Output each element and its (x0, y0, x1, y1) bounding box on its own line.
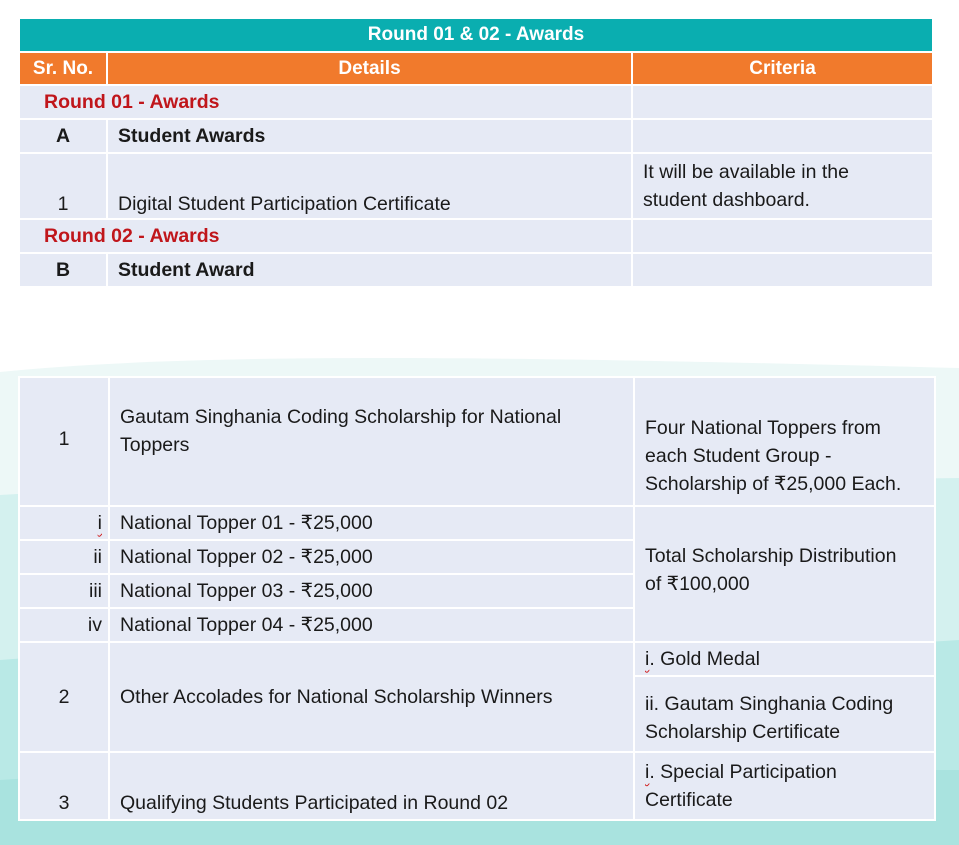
sr-cell (19, 506, 109, 540)
table-row (19, 219, 933, 253)
details-cell: Qualifying Students Participated in Round 02 (109, 752, 634, 820)
details-cell: Digital Student Participation Certificate (107, 153, 632, 219)
table-header-row (19, 52, 933, 85)
details-cell: Student Award (107, 253, 632, 287)
sr-cell: 1 (19, 377, 109, 506)
table-row (19, 153, 933, 219)
criteria-line (645, 758, 934, 786)
criteria-text: . Special Participation (649, 761, 837, 783)
sr-cell: iii (19, 574, 109, 608)
criteria-line: Scholarship Certificate (645, 721, 841, 743)
criteria-line: ii. Gautam Singhania Coding (645, 693, 894, 715)
empty-cell (632, 219, 933, 253)
details-cell: National Topper 01 - ₹25,000 (109, 506, 634, 540)
criteria-numeral: i (645, 761, 650, 783)
table-row (19, 85, 933, 119)
sr-cell: 1 (19, 153, 107, 219)
sr-cell: A (19, 119, 107, 153)
header-details: Details (107, 52, 632, 85)
table-row (19, 377, 935, 506)
header-criteria: Criteria (632, 52, 933, 85)
table-row (19, 506, 935, 540)
header-sr-no: Sr. No. (19, 52, 107, 85)
table-row (19, 752, 935, 820)
sr-numeral: i (97, 511, 102, 534)
round-02-label: Round 02 - Awards (19, 219, 632, 253)
scholarship-table (18, 376, 936, 821)
sr-cell: iv (19, 608, 109, 642)
table-title-row (19, 18, 933, 52)
criteria-line: Four National Toppers from (645, 416, 881, 439)
details-line: Toppers (120, 433, 190, 456)
empty-cell (632, 253, 933, 287)
details-cell: National Topper 03 - ₹25,000 (109, 574, 634, 608)
round-01-label: Round 01 - Awards (19, 85, 632, 119)
sr-cell: 2 (19, 642, 109, 752)
criteria-line: Scholarship of ₹25,000 Each. (645, 472, 902, 495)
criteria-cell (634, 642, 935, 676)
criteria-line: Certificate (645, 789, 733, 811)
details-cell (109, 377, 634, 506)
empty-cell (632, 85, 933, 119)
table-row (19, 119, 933, 153)
details-cell: National Topper 02 - ₹25,000 (109, 540, 634, 574)
round-awards-table (18, 17, 934, 288)
criteria-numeral: i (645, 647, 650, 670)
criteria-line: It will be available in the (643, 161, 849, 183)
empty-cell (632, 119, 933, 153)
criteria-line: Total Scholarship Distribution (645, 545, 897, 567)
sr-cell: ii (19, 540, 109, 574)
criteria-cell (634, 752, 935, 820)
table-title: Round 01 & 02 - Awards (19, 18, 933, 52)
criteria-line: student dashboard. (643, 189, 810, 211)
details-cell: Student Awards (107, 119, 632, 153)
criteria-text: . Gold Medal (649, 647, 760, 670)
table-row (19, 642, 935, 676)
sr-cell: 3 (19, 752, 109, 820)
details-line: Gautam Singhania Coding Scholarship for National (120, 405, 562, 428)
criteria-cell (634, 377, 935, 506)
details-cell: National Topper 04 - ₹25,000 (109, 608, 634, 642)
criteria-cell (634, 676, 935, 752)
details-cell: Other Accolades for National Scholarship Winners (109, 642, 634, 752)
criteria-line: each Student Group - (645, 444, 832, 467)
table-row (19, 253, 933, 287)
criteria-line: of ₹100,000 (645, 573, 750, 595)
sr-cell: B (19, 253, 107, 287)
criteria-cell (634, 506, 935, 642)
criteria-cell (632, 153, 933, 219)
